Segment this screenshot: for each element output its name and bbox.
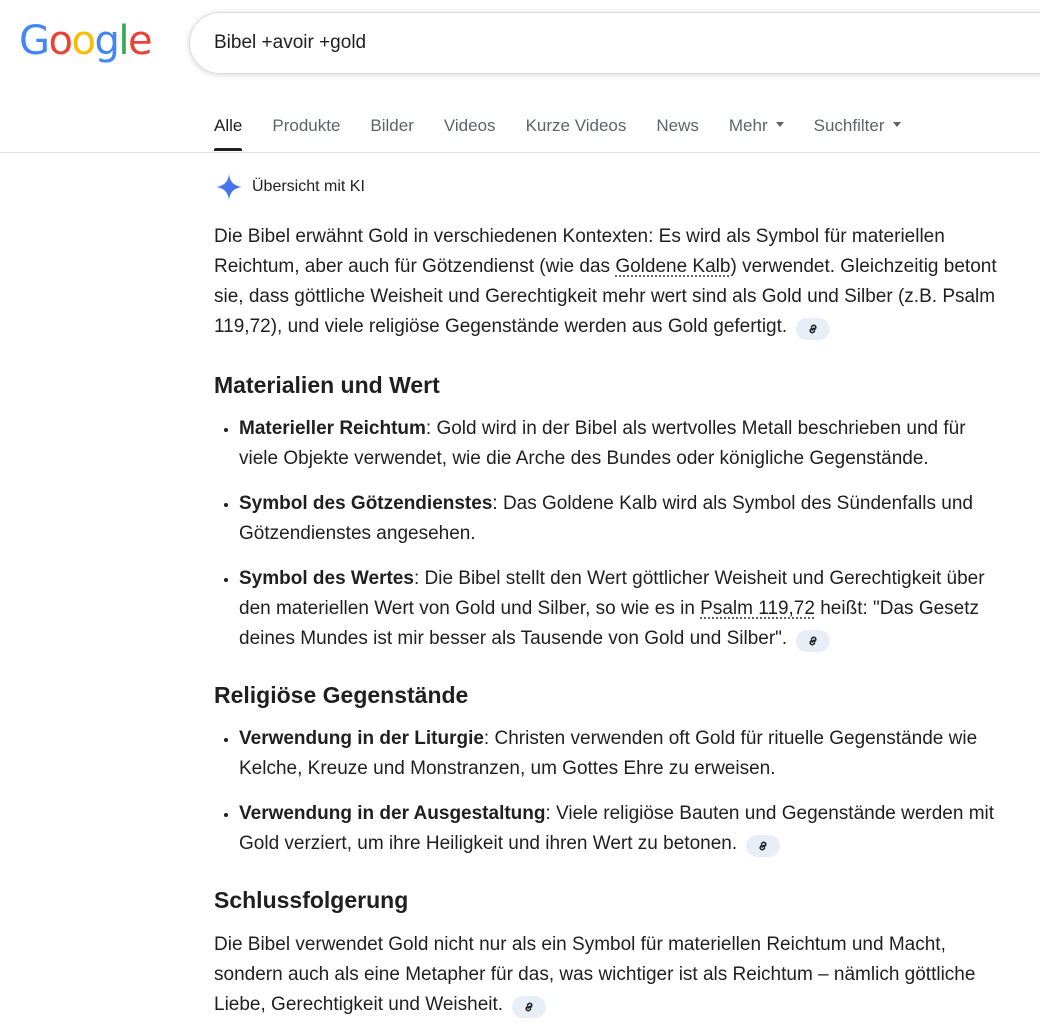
list-item: [239, 489, 1004, 549]
heading-materialien: Materialien und Wert: [214, 372, 440, 398]
item-text: heißt: "Das Gesetz deines Mundes ist mir besser als Tausende von Gold und Silber".: [239, 598, 980, 649]
logo-letter: l: [118, 18, 128, 64]
heading-religioese: Religiöse Gegenstände: [214, 682, 469, 708]
item-text: : Das Goldene Kalb wird als Symbol des Sündenfalls und Götzendienstes angesehen.: [239, 493, 973, 544]
tabs-divider: [0, 152, 1040, 153]
list-item: [239, 564, 1004, 654]
link-icon: [806, 634, 820, 648]
google-logo[interactable]: [19, 17, 151, 65]
heading-schlussfolgerung: Schlussfolgerung: [214, 887, 409, 913]
psalm-link[interactable]: Psalm 119,72: [700, 598, 815, 619]
tab-videos[interactable]: [444, 108, 496, 144]
tab-label: Kurze Videos: [525, 116, 627, 135]
tab-label: Produkte: [272, 116, 341, 135]
logo-letter: e: [127, 18, 152, 64]
source-link-chip[interactable]: [512, 996, 546, 1018]
search-input[interactable]: [214, 13, 914, 73]
gemini-sparkle-icon: [214, 172, 244, 202]
logo-letter: g: [94, 18, 119, 64]
chevron-down-icon: [776, 122, 784, 127]
tab-label: Bilder: [370, 116, 414, 135]
logo-letter: o: [71, 18, 95, 64]
intro-text: ) verwendet. Gleichzeitig betont sie, dass göttliche Weisheit und Gerechtigkeit mehr wert sind als Gold und Silber (z.B. Psalm 119,72), und viele religiöse Gegenstände werden aus Gold gefertigt.: [214, 256, 997, 337]
ai-overview-header: [214, 172, 365, 202]
ai-overview-content: [214, 222, 1004, 1020]
tab-label: Mehr: [728, 116, 768, 135]
goldene-kalb-link[interactable]: Goldene Kalb: [615, 256, 731, 277]
tab-kurze-videos[interactable]: [526, 108, 627, 144]
item-text: : Gold wird in der Bibel als wertvolles Metall beschrieben und für viele Objekte verwendet, wie die Arche des Bundes oder königliche Gegenstände.: [239, 418, 966, 469]
tab-alle[interactable]: [214, 108, 242, 144]
source-link-chip[interactable]: [796, 630, 830, 652]
source-link-chip[interactable]: [746, 835, 780, 857]
list-item: [239, 414, 1004, 474]
source-link-chip[interactable]: [796, 318, 830, 340]
list-item: [239, 724, 1004, 784]
item-title: Verwendung in der Ausgestaltung: [239, 803, 546, 824]
item-title: Symbol des Götzendienstes: [239, 493, 493, 514]
link-icon: [522, 1000, 536, 1014]
link-icon: [806, 322, 820, 336]
tab-label: News: [656, 116, 699, 135]
item-text: : Die Bibel stellt den Wert göttlicher Weisheit und Gerechtigkeit über den materiellen Wert von Gold und Silber, so wie es in: [239, 568, 985, 619]
intro-paragraph: [214, 222, 1004, 342]
tab-label: Alle: [214, 116, 243, 135]
item-title: Materieller Reichtum: [239, 418, 426, 439]
item-title: Verwendung in der Liturgie: [239, 728, 484, 749]
link-icon: [756, 839, 770, 853]
search-tabs: [214, 108, 931, 153]
tab-suchfilter[interactable]: [814, 108, 901, 144]
materialien-list: [214, 414, 1004, 654]
tab-produkte[interactable]: [272, 108, 340, 144]
tab-label: Videos: [443, 116, 496, 135]
intro-text: Die Bibel erwähnt Gold in verschiedenen Kontexten: Es wird als Symbol für materiellen Reichtum, aber auch für Götzendienst (wie das: [214, 226, 945, 277]
chevron-down-icon: [893, 122, 901, 127]
list-item: [239, 799, 1004, 859]
conclusion-paragraph: [214, 930, 1004, 1020]
tab-bilder[interactable]: [370, 108, 413, 144]
logo-letter: o: [48, 18, 72, 64]
ai-overview-title: Übersicht mit KI: [252, 178, 365, 195]
tab-news[interactable]: [656, 108, 699, 144]
religioese-list: [214, 724, 1004, 859]
search-box[interactable]: [189, 12, 1040, 74]
item-text: : Christen verwenden oft Gold für rituelle Gegenstände wie Kelche, Kreuze und Monstranzen, um Gottes Ehre zu erweisen.: [239, 728, 978, 779]
tab-mehr[interactable]: [729, 108, 784, 144]
item-title: Symbol des Wertes: [239, 568, 414, 589]
item-text: : Viele religiöse Bauten und Gegenstände werden mit Gold verziert, um ihre Heiligkeit und ihren Wert zu betonen.: [239, 803, 995, 854]
tab-label: Suchfilter: [813, 116, 885, 135]
logo-letter: G: [19, 18, 49, 64]
conclusion-text: Die Bibel verwendet Gold nicht nur als ein Symbol für materiellen Reichtum und Macht, sondern auch als eine Metapher für das, was wichtiger ist als Reichtum – nämlich göttliche Liebe, Gerechtigkeit und Weisheit.: [214, 934, 976, 1015]
